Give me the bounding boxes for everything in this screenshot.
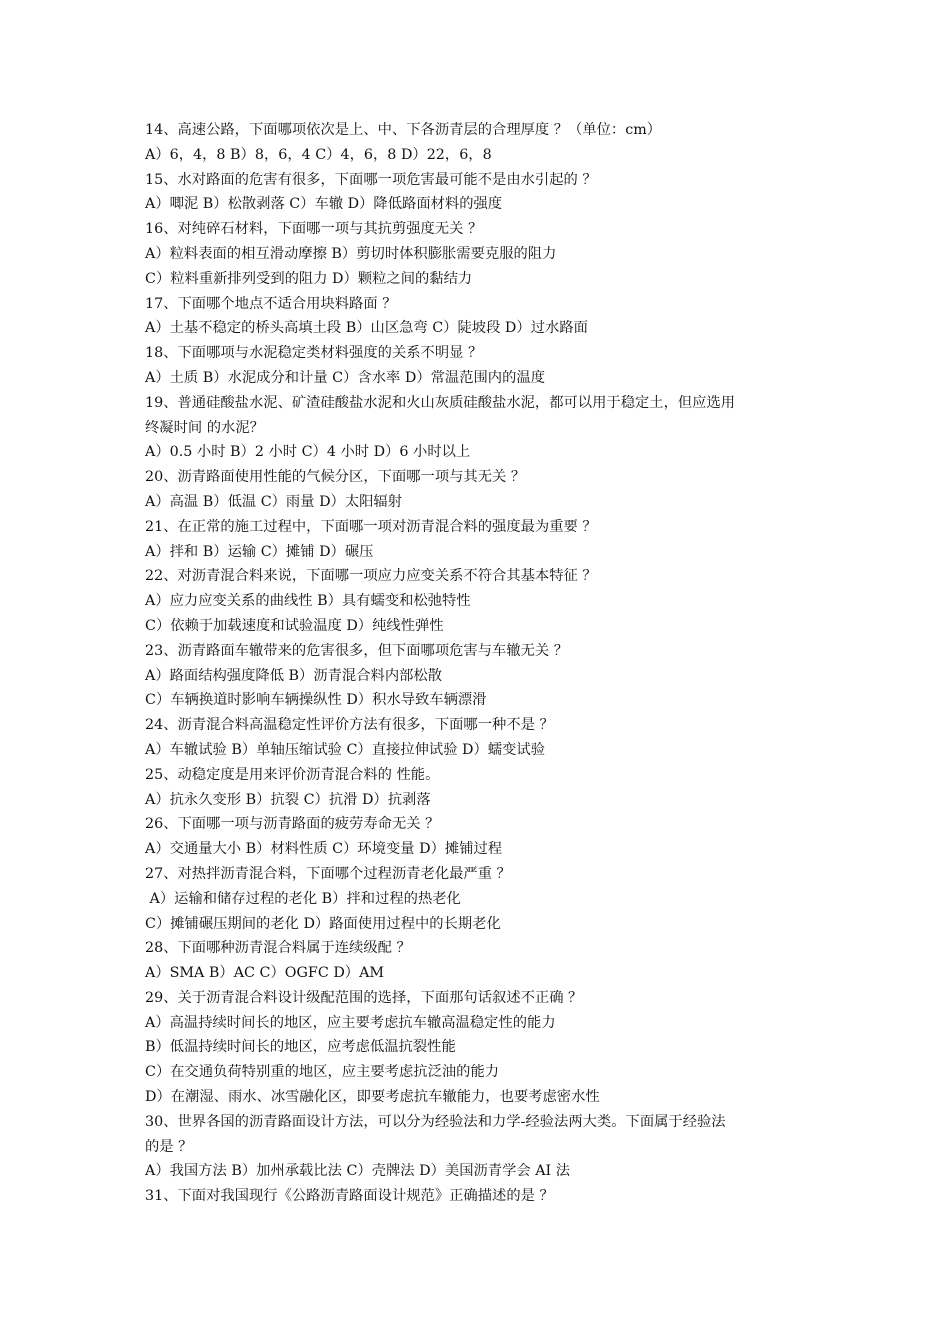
- answer-options-25: A）抗永久变形 B）抗裂 C）抗滑 D）抗剥落: [145, 791, 431, 808]
- question-14: 14、高速公路，下面哪项依次是上、中、下各沥青层的合理厚度 ？（单位：cm）: [145, 122, 662, 138]
- question-25: 25、动稳定度是用来评价沥青混合料的 性能。: [145, 766, 440, 783]
- answer-options-15: A）唧泥 B）松散剥落 C）车辙 D）降低路面材料的强度: [145, 196, 503, 213]
- question-30-part2: 的是 ？: [145, 1138, 193, 1155]
- question-29: 29、关于沥青混合料设计级配范围的选择，下面那句话叙述不正确 ？: [145, 989, 583, 1006]
- question-22: 22、对沥青混合料来说，下面哪一项应力应变关系不符合其基本特征 ？: [145, 568, 597, 585]
- question-21: 21、在正常的施工过程中，下面哪一项对沥青混合料的强度最为重要 ？: [145, 518, 597, 535]
- answer-options-20: A）高温 B）低温 C）雨量 D）太阳辐射: [145, 493, 403, 510]
- answer-options-17: A）土基不稳定的桥头高填土段 B）山区急弯 C）陡坡段 D）过水路面: [145, 320, 588, 337]
- answer-option-29-d: D）在潮湿、雨水、冰雪融化区，即要考虑抗车辙能力，也要考虑密水性: [145, 1089, 600, 1106]
- answer-options-16-ab: A）粒料表面的相互滑动摩擦 B）剪切时体积膨胀需要克服的阻力: [145, 245, 557, 262]
- question-15: 15、水对路面的危害有很多，下面哪一项危害最可能不是由水引起的 ？: [145, 171, 597, 188]
- answer-options-18: A）土质 B）水泥成分和计量 C）含水率 D）常温范围内的温度: [145, 369, 545, 386]
- question-26: 26、下面哪一项与沥青路面的疲劳寿命无关 ？: [145, 816, 440, 833]
- question-20: 20、沥青路面使用性能的气候分区，下面哪一项与其无关 ？: [145, 469, 526, 486]
- answer-options-27-cd: C）摊铺碾压期间的老化 D）路面使用过程中的长期老化: [145, 915, 501, 932]
- question-16: 16、对纯碎石材料，下面哪一项与其抗剪强度无关 ？: [145, 221, 483, 238]
- answer-options-16-cd: C）粒料重新排列受到的阻力 D）颗粒之间的黏结力: [145, 270, 473, 287]
- answer-options-26: A）交通量大小 B）材料性质 C）环境变量 D）摊铺过程: [145, 841, 503, 858]
- answer-options-22-cd: C）依赖于加载速度和试验温度 D）纯线性弹性: [145, 617, 444, 634]
- question-19-part2: 终凝时间 的水泥？: [145, 419, 264, 436]
- answer-options-27-ab: A）运输和储存过程的老化 B）拌和过程的热老化: [145, 890, 461, 907]
- question-18: 18、下面哪项与水泥稳定类材料强度的关系不明显 ？: [145, 345, 483, 362]
- answer-option-29-b: B）低温持续时间长的地区，应考虑低温抗裂性能: [145, 1039, 456, 1056]
- question-30-part1: 30、世界各国的沥青路面设计方法，可以分为经验法和力学-经验法两大类。下面属于经验法: [145, 1113, 726, 1130]
- answer-options-24: A）车辙试验 B）单轴压缩试验 C）直接拉伸试验 D）蠕变试验: [145, 741, 545, 758]
- answer-options-23-ab: A）路面结构强度降低 B）沥青混合料内部松散: [145, 667, 443, 684]
- answer-option-29-a: A）高温持续时间长的地区，应主要考虑抗车辙高温稳定性的能力: [145, 1014, 556, 1031]
- document-page: [145, 118, 815, 1209]
- answer-options-22-ab: A）应力应变关系的曲线性 B）具有蠕变和松弛特性: [145, 593, 471, 610]
- question-24: 24、沥青混合料高温稳定性评价方法有很多，下面哪一种不是 ？: [145, 717, 554, 734]
- question-19-part1: 19、普通硅酸盐水泥、矿渣硅酸盐水泥和火山灰质硅酸盐水泥，都可以用于稳定土，但应选用: [145, 394, 736, 411]
- answer-options-21: A）拌和 B）运输 C）摊铺 D）碾压: [145, 543, 374, 560]
- answer-option-29-c: C）在交通负荷特别重的地区，应主要考虑抗泛油的能力: [145, 1064, 500, 1081]
- question-23: 23、沥青路面车辙带来的危害很多，但下面哪项危害与车辙无关 ？: [145, 642, 569, 659]
- question-31: 31、下面对我国现行《公路沥青路面设计规范》正确描述的是 ？: [145, 1188, 554, 1205]
- answer-options-19: A）0.5 小时 B）2 小时 C）4 小时 D）6 小时以上: [145, 444, 471, 461]
- answer-options-23-cd: C）车辆换道时影响车辆操纵性 D）积水导致车辆漂滑: [145, 692, 487, 709]
- answer-options-30: A）我国方法 B）加州承载比法 C）壳牌法 D）美国沥青学会 AI 法: [145, 1163, 571, 1180]
- answer-options-14: A）6，4，8 B）8，6，4 C）4，6，8 D）22，6，8: [145, 146, 492, 163]
- question-17: 17、下面哪个地点不适合用块料路面 ？: [145, 295, 397, 312]
- question-28: 28、下面哪种沥青混合料属于连续级配 ？: [145, 940, 411, 957]
- answer-options-28: A）SMA B）AC C）OGFC D）AM: [145, 965, 385, 982]
- question-27: 27、对热拌沥青混合料，下面哪个过程沥青老化最严重 ？: [145, 865, 511, 882]
